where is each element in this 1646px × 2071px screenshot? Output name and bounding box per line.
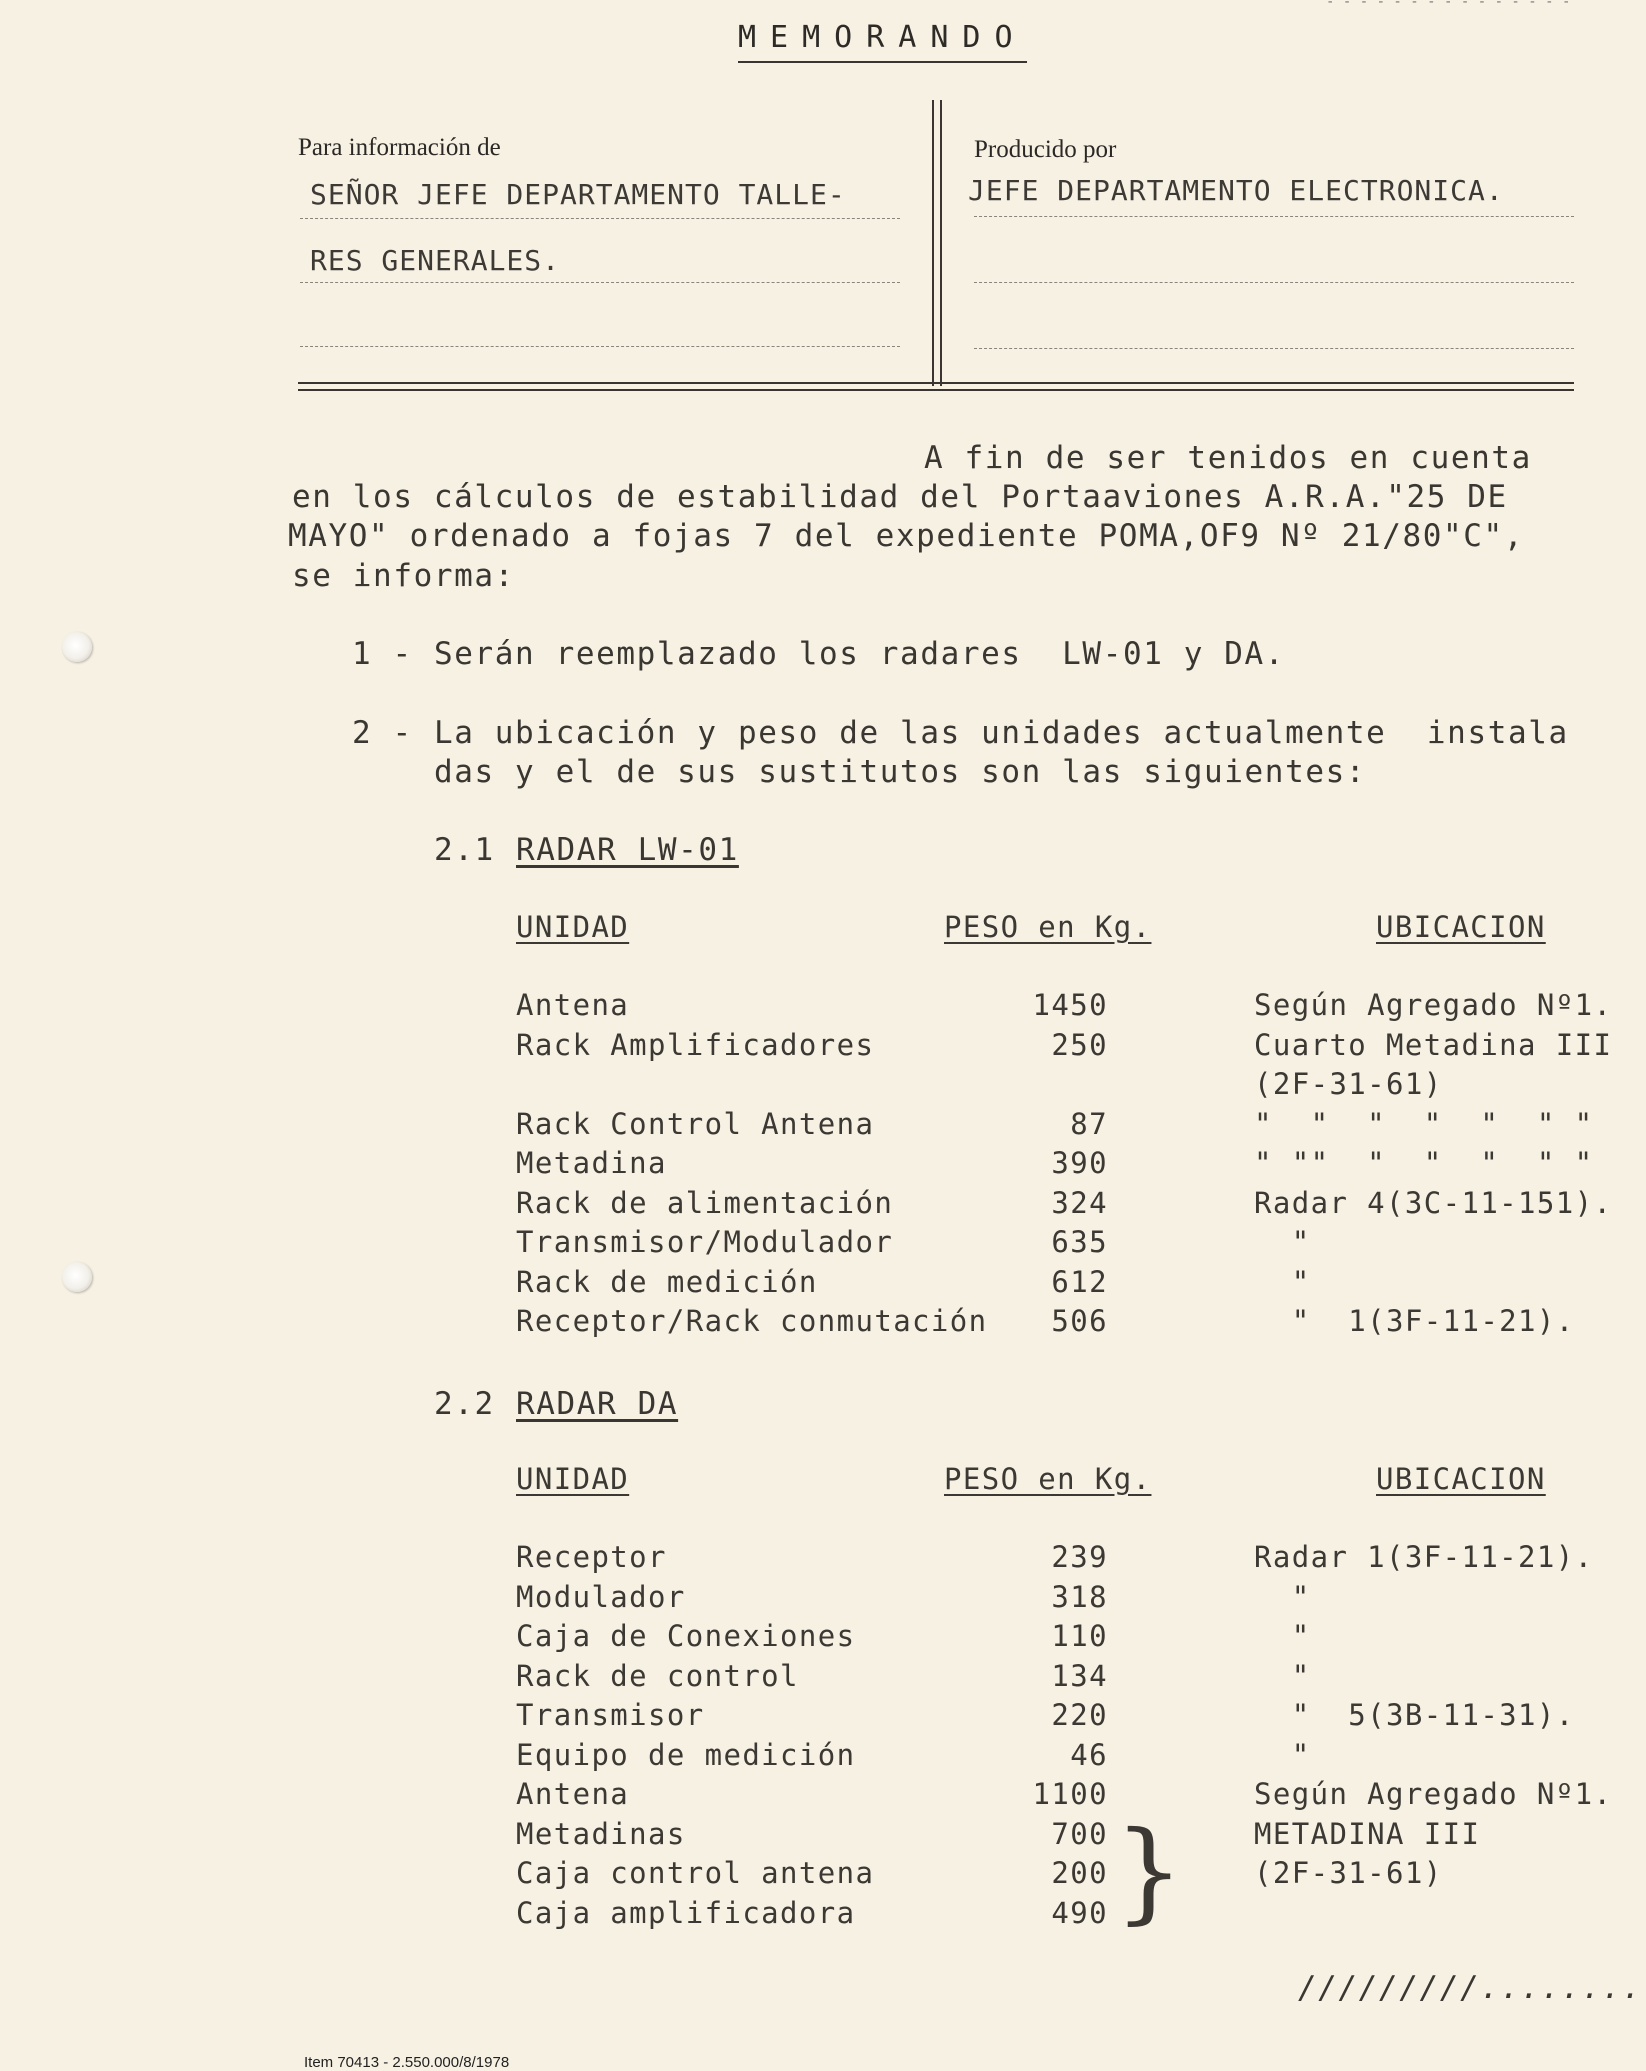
table-cell-unidad: Antena	[516, 1777, 630, 1811]
item-2-line-2: das y el de sus sustitutos son las siguientes:	[434, 754, 1367, 790]
recipient-dotline-3	[300, 346, 900, 347]
table-cell-ubicacion: (2F-31-61)	[1254, 1067, 1443, 1101]
item-2-line-1: La ubicación y peso de las unidades actualmente instala	[434, 715, 1569, 751]
table-cell-peso: 46	[1070, 1737, 1108, 1772]
table-cell-peso: 134	[1051, 1658, 1108, 1693]
table-cell-unidad: Rack Control Antena	[516, 1106, 875, 1141]
footer-item-number: Item 70413 - 2.550.000/8/1978	[304, 2054, 510, 2071]
producer-dotline-1	[974, 216, 1574, 217]
table-cell-ubicacion: " 5(3B-11-31).	[1254, 1698, 1575, 1732]
producer-dotline-3	[974, 348, 1574, 349]
item-1-text: Serán reemplazado los radares LW-01 y DA.	[434, 636, 1286, 672]
table-cell-ubicacion: " 1(3F-11-21).	[1254, 1304, 1575, 1338]
table-cell-unidad: Rack de alimentación	[516, 1185, 894, 1220]
table-cell-peso: 239	[1051, 1540, 1108, 1574]
table-cell-ubicacion: Según Agregado Nº1.	[1254, 988, 1613, 1022]
section-1-col-peso: PESO en Kg.	[944, 910, 1152, 944]
table-cell-peso: 87	[1070, 1106, 1108, 1141]
table-cell-ubicacion: Cuarto Metadina III	[1254, 1027, 1613, 1062]
recipient-line-1: SEÑOR JEFE DEPARTAMENTO TALLE-	[310, 178, 846, 211]
table-cell-unidad: Equipo de medición	[516, 1737, 856, 1772]
header-bottom-rule-2	[298, 389, 1574, 391]
table-cell-peso: 1100	[1032, 1777, 1108, 1811]
table-cell-ubicacion: "	[1254, 1737, 1311, 1772]
table-cell-unidad: Transmisor	[516, 1698, 705, 1732]
table-cell-peso: 1450	[1032, 988, 1108, 1022]
intro-line-3: MAYO" ordenado a fojas 7 del expediente POMA,OF9 Nº 21/80"C",	[288, 518, 1525, 554]
table-cell-peso: 612	[1051, 1264, 1108, 1299]
intro-line-2: en los cálculos de estabilidad del Portaaviones A.R.A."25 DE	[292, 479, 1508, 515]
continuation-marks: /////////........	[1298, 1970, 1643, 2006]
table-cell-unidad: Metadina	[516, 1146, 667, 1180]
table-cell-peso: 250	[1051, 1027, 1108, 1062]
table-cell-peso: 635	[1051, 1225, 1108, 1259]
producer-line-1: JEFE DEPARTAMENTO ELECTRONICA.	[968, 174, 1504, 207]
section-2-col-peso: PESO en Kg.	[944, 1462, 1152, 1496]
table-cell-ubicacion: Radar 4(3C-11-151).	[1254, 1185, 1613, 1220]
table-cell-unidad: Caja amplificadora	[516, 1895, 856, 1930]
table-cell-unidad: Modulador	[516, 1579, 686, 1614]
header-divider-left	[932, 100, 934, 386]
table-cell-peso: 490	[1051, 1895, 1108, 1930]
punch-hole-top	[62, 632, 92, 662]
table-cell-ubicacion: "	[1254, 1225, 1311, 1259]
producer-dotline-2	[974, 282, 1574, 283]
table-cell-ubicacion: "	[1254, 1579, 1311, 1614]
table-cell-unidad: Receptor	[516, 1540, 667, 1574]
info-for-label: Para información de	[298, 134, 501, 161]
table-cell-unidad: Rack de control	[516, 1658, 799, 1693]
section-1-col-unidad: UNIDAD	[516, 910, 630, 944]
table-cell-ubicacion: "	[1254, 1658, 1311, 1693]
punch-hole-bottom	[62, 1262, 92, 1292]
memo-title: MEMORANDO	[738, 20, 1027, 63]
section-2-title: RADAR DA	[516, 1386, 679, 1422]
table-cell-ubicacion: " " " " " " "	[1254, 1106, 1594, 1141]
table-cell-peso: 700	[1051, 1816, 1108, 1851]
table-cell-unidad: Rack de medición	[516, 1264, 818, 1299]
table-cell-unidad: Receptor/Rack conmutación	[516, 1304, 988, 1338]
section-1-title: RADAR LW-01	[516, 832, 739, 868]
table-cell-ubicacion: Radar 1(3F-11-21).	[1254, 1540, 1594, 1574]
table-cell-peso: 220	[1051, 1698, 1108, 1732]
section-2-col-unidad: UNIDAD	[516, 1462, 630, 1496]
table-cell-ubicacion: (2F-31-61)	[1254, 1856, 1443, 1890]
table-cell-peso: 506	[1051, 1304, 1108, 1338]
recipient-dotline-1	[300, 218, 900, 219]
table-cell-unidad: Caja de Conexiones	[516, 1619, 856, 1653]
recipient-line-2: RES GENERALES.	[310, 244, 561, 277]
intro-line-1: A fin de ser tenidos en cuenta	[924, 440, 1532, 476]
table-cell-ubicacion: METADINA III	[1254, 1816, 1481, 1851]
intro-line-4: se informa:	[292, 558, 515, 594]
table-cell-peso: 324	[1051, 1185, 1108, 1220]
table-cell-ubicacion: "	[1254, 1264, 1311, 1299]
table-cell-peso: 110	[1051, 1619, 1108, 1653]
section-1-number: 2.1	[434, 832, 495, 868]
produced-by-label: Producido por	[974, 136, 1117, 163]
table-cell-unidad: Antena	[516, 988, 630, 1022]
item-1-number: 1 -	[352, 636, 413, 672]
corner-mark: - - - - - - - - - - - - - - -	[1326, 0, 1571, 10]
table-cell-peso: 390	[1051, 1146, 1108, 1180]
table-cell-peso: 318	[1051, 1579, 1108, 1614]
grouping-brace: }	[1114, 1807, 1184, 1935]
section-1-col-ubicacion: UBICACION	[1376, 910, 1546, 944]
table-cell-peso: 200	[1051, 1856, 1108, 1890]
header-divider-right	[940, 100, 942, 386]
table-cell-unidad: Caja control antena	[516, 1856, 875, 1890]
section-2-number: 2.2	[434, 1386, 495, 1422]
item-2-number: 2 -	[352, 715, 413, 751]
table-cell-unidad: Transmisor/Modulador	[516, 1225, 894, 1259]
table-cell-unidad: Metadinas	[516, 1816, 686, 1851]
recipient-dotline-2	[300, 282, 900, 283]
table-cell-ubicacion: " "" " " " " "	[1254, 1146, 1594, 1180]
table-cell-unidad: Rack Amplificadores	[516, 1027, 875, 1062]
table-cell-ubicacion: "	[1254, 1619, 1311, 1653]
section-2-col-ubicacion: UBICACION	[1376, 1462, 1546, 1496]
table-cell-ubicacion: Según Agregado Nº1.	[1254, 1777, 1613, 1811]
header-bottom-rule-1	[298, 382, 1574, 384]
